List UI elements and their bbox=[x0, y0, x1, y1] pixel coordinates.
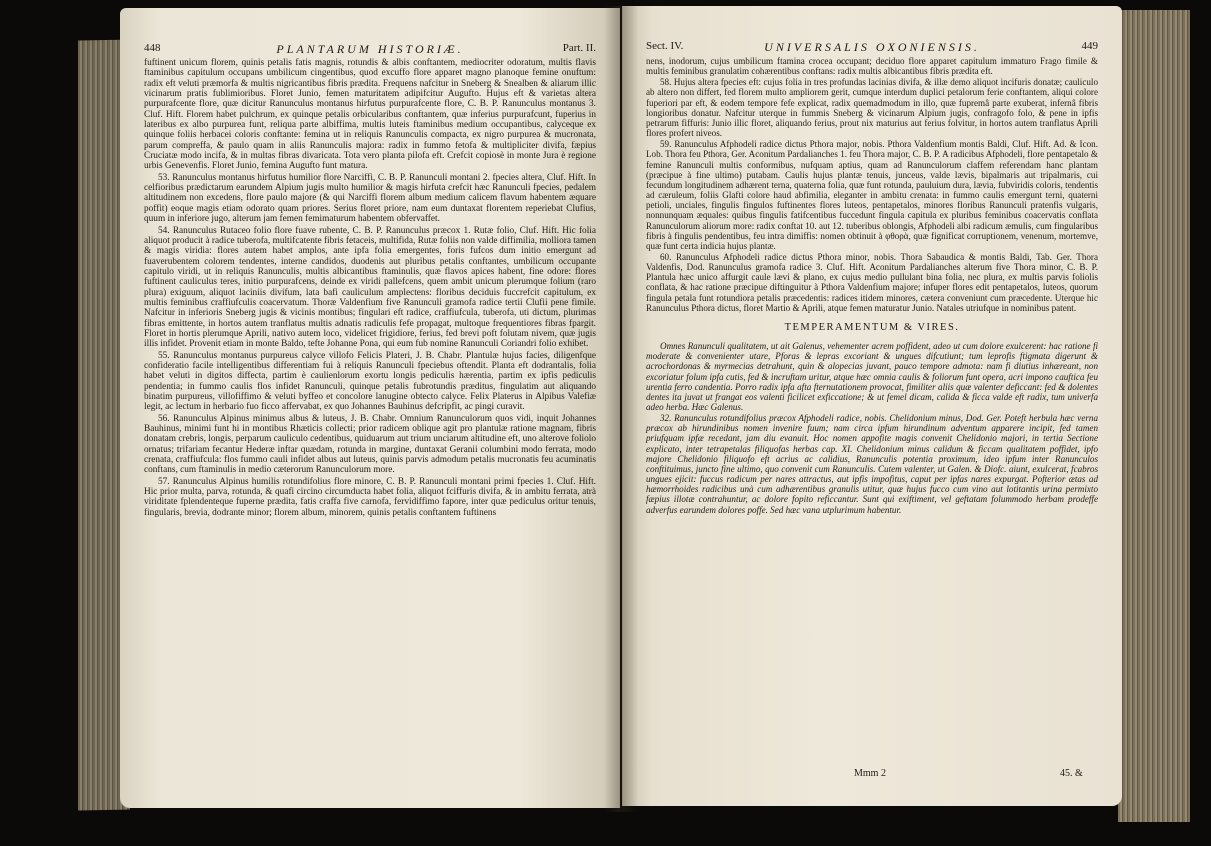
book-gutter bbox=[604, 6, 638, 812]
right-paragraph: 60. Ranunculus Afphodeli radice dictus Pthora minor, nobis. Thora Sabaudica & montis Baldi, Tab. Ger. Thora Valdenfis, Dod. Ranunculus gramofa radice 3. Cluf. Hift. Aconitum Pardalianches alterum five Thora minor, C. B. P. Plantula hæc unico affurgit caule lævi & plano, ex cujus medio pullulant bina folia, nec plura, ex multis parvis foliolis conflata, & hac ratione præcipue diftinguitur à Pthora Valdenfium majore; infuper flores edit pentapetalos, luteos, quorum fingula petala funt rotundiora petalis præcedentis: radices itidem minores, cætera conveniunt cum præcedente. Uterque hic Ranunculus Pthora dictus, floret Martio & Aprili, atque femen maturatur Junio. Natales utriufque in nominibus patent. bbox=[646, 251, 1098, 313]
left-paragraph: 57. Ranunculus Alpinus humilis rotundifolius flore minore, C. B. P. Ranunculi montani primi fpecies 1. Cluf. Hift. Hic prior multa, parva, rotunda, & quafi circino circumducta habet folia, aliquot fciffuris divifa, & in ambitu ferrata, atrà viriditate fplendenteque fuperne prædita, fatis craffa five carnofa, fervidiffimo fapore, inter quæ pediculus oritur tenuis, fingularis, brevia, dodrante minor; florem album, minorem, quinis petalis conftantem fuftinens bbox=[144, 476, 596, 518]
left-page-body bbox=[144, 58, 596, 519]
left-running-head bbox=[144, 42, 596, 56]
left-page bbox=[120, 8, 620, 808]
right-page bbox=[622, 6, 1122, 806]
catchword: 45. & bbox=[1060, 768, 1083, 779]
right-running-title: UNIVERSALIS OXONIENSIS. bbox=[764, 40, 980, 54]
right-section-label: Sect. IV. bbox=[646, 40, 684, 52]
section-title: TEMPERAMENTUM & VIRES. bbox=[784, 321, 960, 333]
right-running-head bbox=[646, 40, 1098, 54]
right-paragraph: 59. Ranunculus Afphodeli radice dictus Pthora major, nobis. Pthora Valdenfium montis Baldi, Cluf. Hift. Ad. & Icon. Lob. Thora feu Pthora, Ger. Aconitum Pardalianches 1. feu Thora major, C. B. P. A radicibus Afphodeli, flore pentapetalo & femine Ranunculi multis conformibus, nufquam aptius, quam ad Ranunculorum claffem referendam hanc plantam (præcipue à fine ultimo) putabam. Caulis hujus plantæ tenuis, junceus, valde lævis, bipalmaris aut tripalmaris, cui fecundum longitudinem adhærent terna, quaterna folia, quæ funt rotunda, pauluium dura, lævia, fubviridis coloris, tendentis ad cæruleum, foliis Glafti colore haud abfimilia, eleganter in ambitu crenata: in fummo caulis emergunt terni, quaterni petioli, unciales, fingulis fingulos fuftinentes flores luteos, pentapetalos, minores floribus Ranunculi pratenfis vulgaris, nonnunquam æquales: quibus fingulis fatifcentibus fuccedunt fingula capitula ex pluribus feminibus coacervatis conflata Ranunculorum aliorum more: radix conftat 10. aut 12. tuberibus oblongis, Afphodeli albi radicum æmulis, cum fingularibus fibris à fingulis pendentibus, feu intra dimiffis: nomen obtinuit à φθορὰ, quæ fignificat corruptionem, venenum, mortemve, quæ funt certa indicia hujus plantæ. bbox=[646, 139, 1098, 251]
left-paragraph: 54. Ranunculus Rutaceo folio flore fuave rubente, C. B. P. Ranunculus præcox 1. Rutæ folio, Cluf. Hift. Hic folia aliquot producit à radice tuberofa, multifcatente fibris fetaceis, multifida, Rutæ foliis non valde diffimilia, molliora tamen & magis viridia: flores autem habet amplos, ante ipfa folia emergentes, foris fufcos dum initio emergunt ad fuaverubentem colorem tendentes, interne candidos, duodenis aut pluribus petalis conftantes, umbilicum occupante capitulo viridi, ut in reliquis Ranunculis, multis albicantibus ftaminulis, quæ flavos apices habent, fine odore: flores fuftinent cauliculus teres, initio purpurafcens, deinde ex viridi pallefcens, quem ambit unicum plerumque folium (raro plura) exiguum, aliquot laciniis divifum, lata bafi cauliculum amplectens: floribus deciduis fuccrefcit capitulum, ex multis feminibus craffiufculis coacervatum. Thoræ Valdenfium five Ranunculi gramofa radice tertii Clufii pene fimile. Nafcitur in inferioris Sneberg jugis & vicinis montibus; fingulari eft radice, craffiufcula, tuberofa, uti dictum, plurimas fibras emittente, in hortos autem tranflatus multis adnatis radiculis fefe propagat, multoque frequentiores fibras fpargit. Floret in hortis plerumque Aprili, nativo autem loco, videlicet frigidiore, ferius, fed brevi poft folutam nivem, quæ jugis illis infidet. Provenit etiam in monte Baldo, tefte Johanne Pona, qui eum fub nomine Ranunculi Coriandri folio exhibet. bbox=[144, 225, 596, 350]
right-paragraph: 58. Hujus altera fpecies eft: cujus folia in tres profundas lacinias divifa, & illæ demo aliquot incifuris donatæ; cauliculo ab altero non differt, fed florem multo ampliorem gerit, cumque interdum duplici petalorum ferie conftantem, aliqui colore fuperiori par eft, & eodem tempore fefe explicat, radix quemadmodum in illo, quæ fupremâ parte exuberat, infernâ fibris longioribus donatur. Nafcitur uterque in fummis Sneberg & vicinarum Alpium jugis, confragofo folo, & pene in ipfis petrarum fiffuris: Junio illic floret, aliquando ferius, prout nix maturius aut ferius folvitur, in hortos autem tranflatus Aprili flores profert niveos. bbox=[646, 77, 1098, 139]
right-page-number: 449 bbox=[1081, 40, 1098, 52]
left-paragraph: fuftinent unicum florem, quinis petalis fatis magnis, rotundis & albis conftantem, mediocriter odoratum, multis flavis ftaminibus capitulum occupans umbilicum cingentibus, quod excuffo flore apparet magno planoque femine onuftum: radix eft veluti præmorfa & multis nigricantibus fibris prædita. Frequens nafcitur in Sneberg & Snealben & aliarum illic vicinarum pratis fublimioribus. Floret Junio, femen maturitatem adipifcitur Augufto. Hujus eft & varietas altera purpurafcente flore, quæ dicitur Ranunculus montanus hirfutus purpurafcente flore, C. B. P. Ranunculus montanus 3. Cluf. Hift. Florem habet pulchrum, ex quinque petalis orbicularibus conftantem, quæ inferius purpurafcunt, fuperius in lateribus ex albo purpurea funt, reliqua parte albiffima, multis luteis ftaminibus medium occupantibus, calyceque ex quinque foliis herbacei coloris conftante: femina ut in reliquis Ranunculis compacta, ex nigro purpurea & mucronata, parum compreffa, & paulo quam in aliis Ranunculis majora: radix in fummo fetofa & multipliciter divifa, fæpius Cruciatæ modo incifa, & in multas fibras divaricata. Tota vero planta pilofa eft. Crefcit copiosè in monte Jura è regione urbis Genevenfis. Floret Junio, femina Augufto funt matura. bbox=[144, 58, 596, 172]
right-page-edges bbox=[1118, 10, 1190, 822]
right-page-body bbox=[646, 56, 1098, 516]
left-running-title: PLANTARUM HISTORIÆ. bbox=[276, 42, 464, 56]
left-part-label: Part. II. bbox=[562, 42, 596, 54]
right-paragraph: nens, inodorum, cujus umbilicum ftamina crocea occupant; deciduo flore apparet capitulum immaturo Frago fimile & multis feminibus granulatim cohærentibus conftans: radix multis albicantibus fibris prædita eft. bbox=[646, 56, 1098, 77]
left-paragraph: 56. Ranunculus Alpinus minimus albus & luteus, J. B. Chabr. Omnium Ranunculorum quos vidi, inquit Johannes Bauhinus, minimi funt hi in montibus Rhæticis collecti; prior radicem oblique agit pro plantulæ ratione magnam, fibris donatam crebris, longis, perparum cauliculo cedentibus, quiduarum aut trium unciarum altitudine eft, uno alterove foliolo ornatus; trifariam fecantur Hederæ inftar quædam, rotunda in margine, duntaxat Geranii columbini modo ferrata, modo crenata, craffiufcula: flos fummo cauli infidet albus aut luteus, quinis parvis admodum petalis mucronatis feu acuminatis conftans, cum ftaminulis in medio cæterorum Ranunculorum more. bbox=[144, 413, 596, 476]
galen-quote: Omnes Ranunculi qualitatem, ut ait Galenus, vehementer acrem poffident, adeo ut cum dolore exulcerent: hac ratione fi moderate & convenienter utare, Pforas & lepras excoriant & ungues difcutiunt; tum leprofis ftigmata digerunt & acrochordonas & myrmecias detrahunt, quin & alopecias juvant, pauco tempore admota: nam fi diutius inhæreant, non excoriatur folum ipfa cutis, fed & incruftam uritur, atque hæc omnia caulis & foliorum funt opera, acri impono cauftica feu urentia ferro candentia. Porro radix ipfa afta fternutationem provocat, fimiliter aliis quæ valenter deficcant: fed & dolentes dentes ita juvat ut frangat eos valenti ficilicet exficcatione; & ut femel dicam, calida & ficca valde eft radix, tum univerfa adeo herba. Hæc Galenus. bbox=[646, 341, 1098, 412]
left-paragraph: 53. Ranunculus montanus hirfutus humilior flore Narciffi, C. B. P. Ranunculi montani 2. fpecies altera, Cluf. Hift. In celfioribus prædictarum earundem Alpium jugis multo humilior & magis hirfuta crefcit hæc Ranunculi fpecies, pedalem altitudinem non excedens, flore paulo majore (& qui Narciffi florem album medium calicem flavum habentem æquare poffit) eoque magis etiam odorato quam priores. Serius floret priore, nam eum duntaxat florentem reperiebat Clufius, quum in inferiore jugo, alterum jam femen femimaturum habentem obfervaffet. bbox=[144, 172, 596, 225]
item-32: 32. Ranunculus rotundifolius præcox Afphodeli radice, nobis. Chelidonium minus, Dod. Ger. Poteft herbula hæc verna præcox ab hirundinibus nomen invenire fuum; nam circa ipfum hirundinum adventum apparere incipit, fed tamen priufquam ipfæ recedant, jam diu evanuit. Hoc nomen appofite magis convenit Chelidonio majori, in tertia Sectione explicato, inter tetrapetalas filiquofas herbas cap. XI. Chelidonium minus calidum & ficcam qualitatem poffidet, ipfo majore Chelidonio filiquofo eft acrius ac calidius, Ranunculis potentia proximum, ideo ipfum inter Ranunculos conftituimus, juncto fine ultimo, quo convenit cum Ranunculis. Cutem valenter, ut Galen. & Diofc. aiunt, exulcerat, fcabros ungues ejicit: fuccus radicum per nares attractus, aut ipfis impofitus, caput per ipfas nares expurgat. Pofterior ætas ad hæmorrhoides radicibus unà cum adhærentibus granulis utitur, quæ hujus fucco cum vino aut lotitantis urina permixto fæpius illotæ contrahuntur, ac dolore fopito reficcantur. Sunt qui exiftiment, vel geftatam folummodo herbam prodeffe adverfus earundem dolores poffe. Sed hæc vana utplurimum habentur. bbox=[646, 413, 1098, 515]
left-paragraph: 55. Ranunculus montanus purpureus calyce villofo Felicis Plateri, J. B. Chabr. Plantulæ hujus facies, diligenfque confideratio facile intelligentibus differentiam fui à reliquis Ranunculi fpeciebus oftendit. Planta eft dodrantalis, folia habet veluti in digitos diffecta, partim è caulienlorum exortu longis pediculis hærentia, partim ex ipfis pediculis pendentia; in fummo caulis flos infidet Ranunculi, quinque petalis fubrotundis præditus, fingulatim aut aliquando binatim purpureus, villofiffimo & veluti byffeo et concolore lanugine obtecto calyce. Felix Platerus in Alpibus Valefiæ legit, ac lectum in herbario fuo ficco affervabat, ex quo Johannes Bauhinus defcripfit, ac pingi curavit. bbox=[144, 350, 596, 413]
left-page-number: 448 bbox=[144, 42, 161, 54]
signature-mark: Mmm 2 bbox=[854, 768, 886, 779]
